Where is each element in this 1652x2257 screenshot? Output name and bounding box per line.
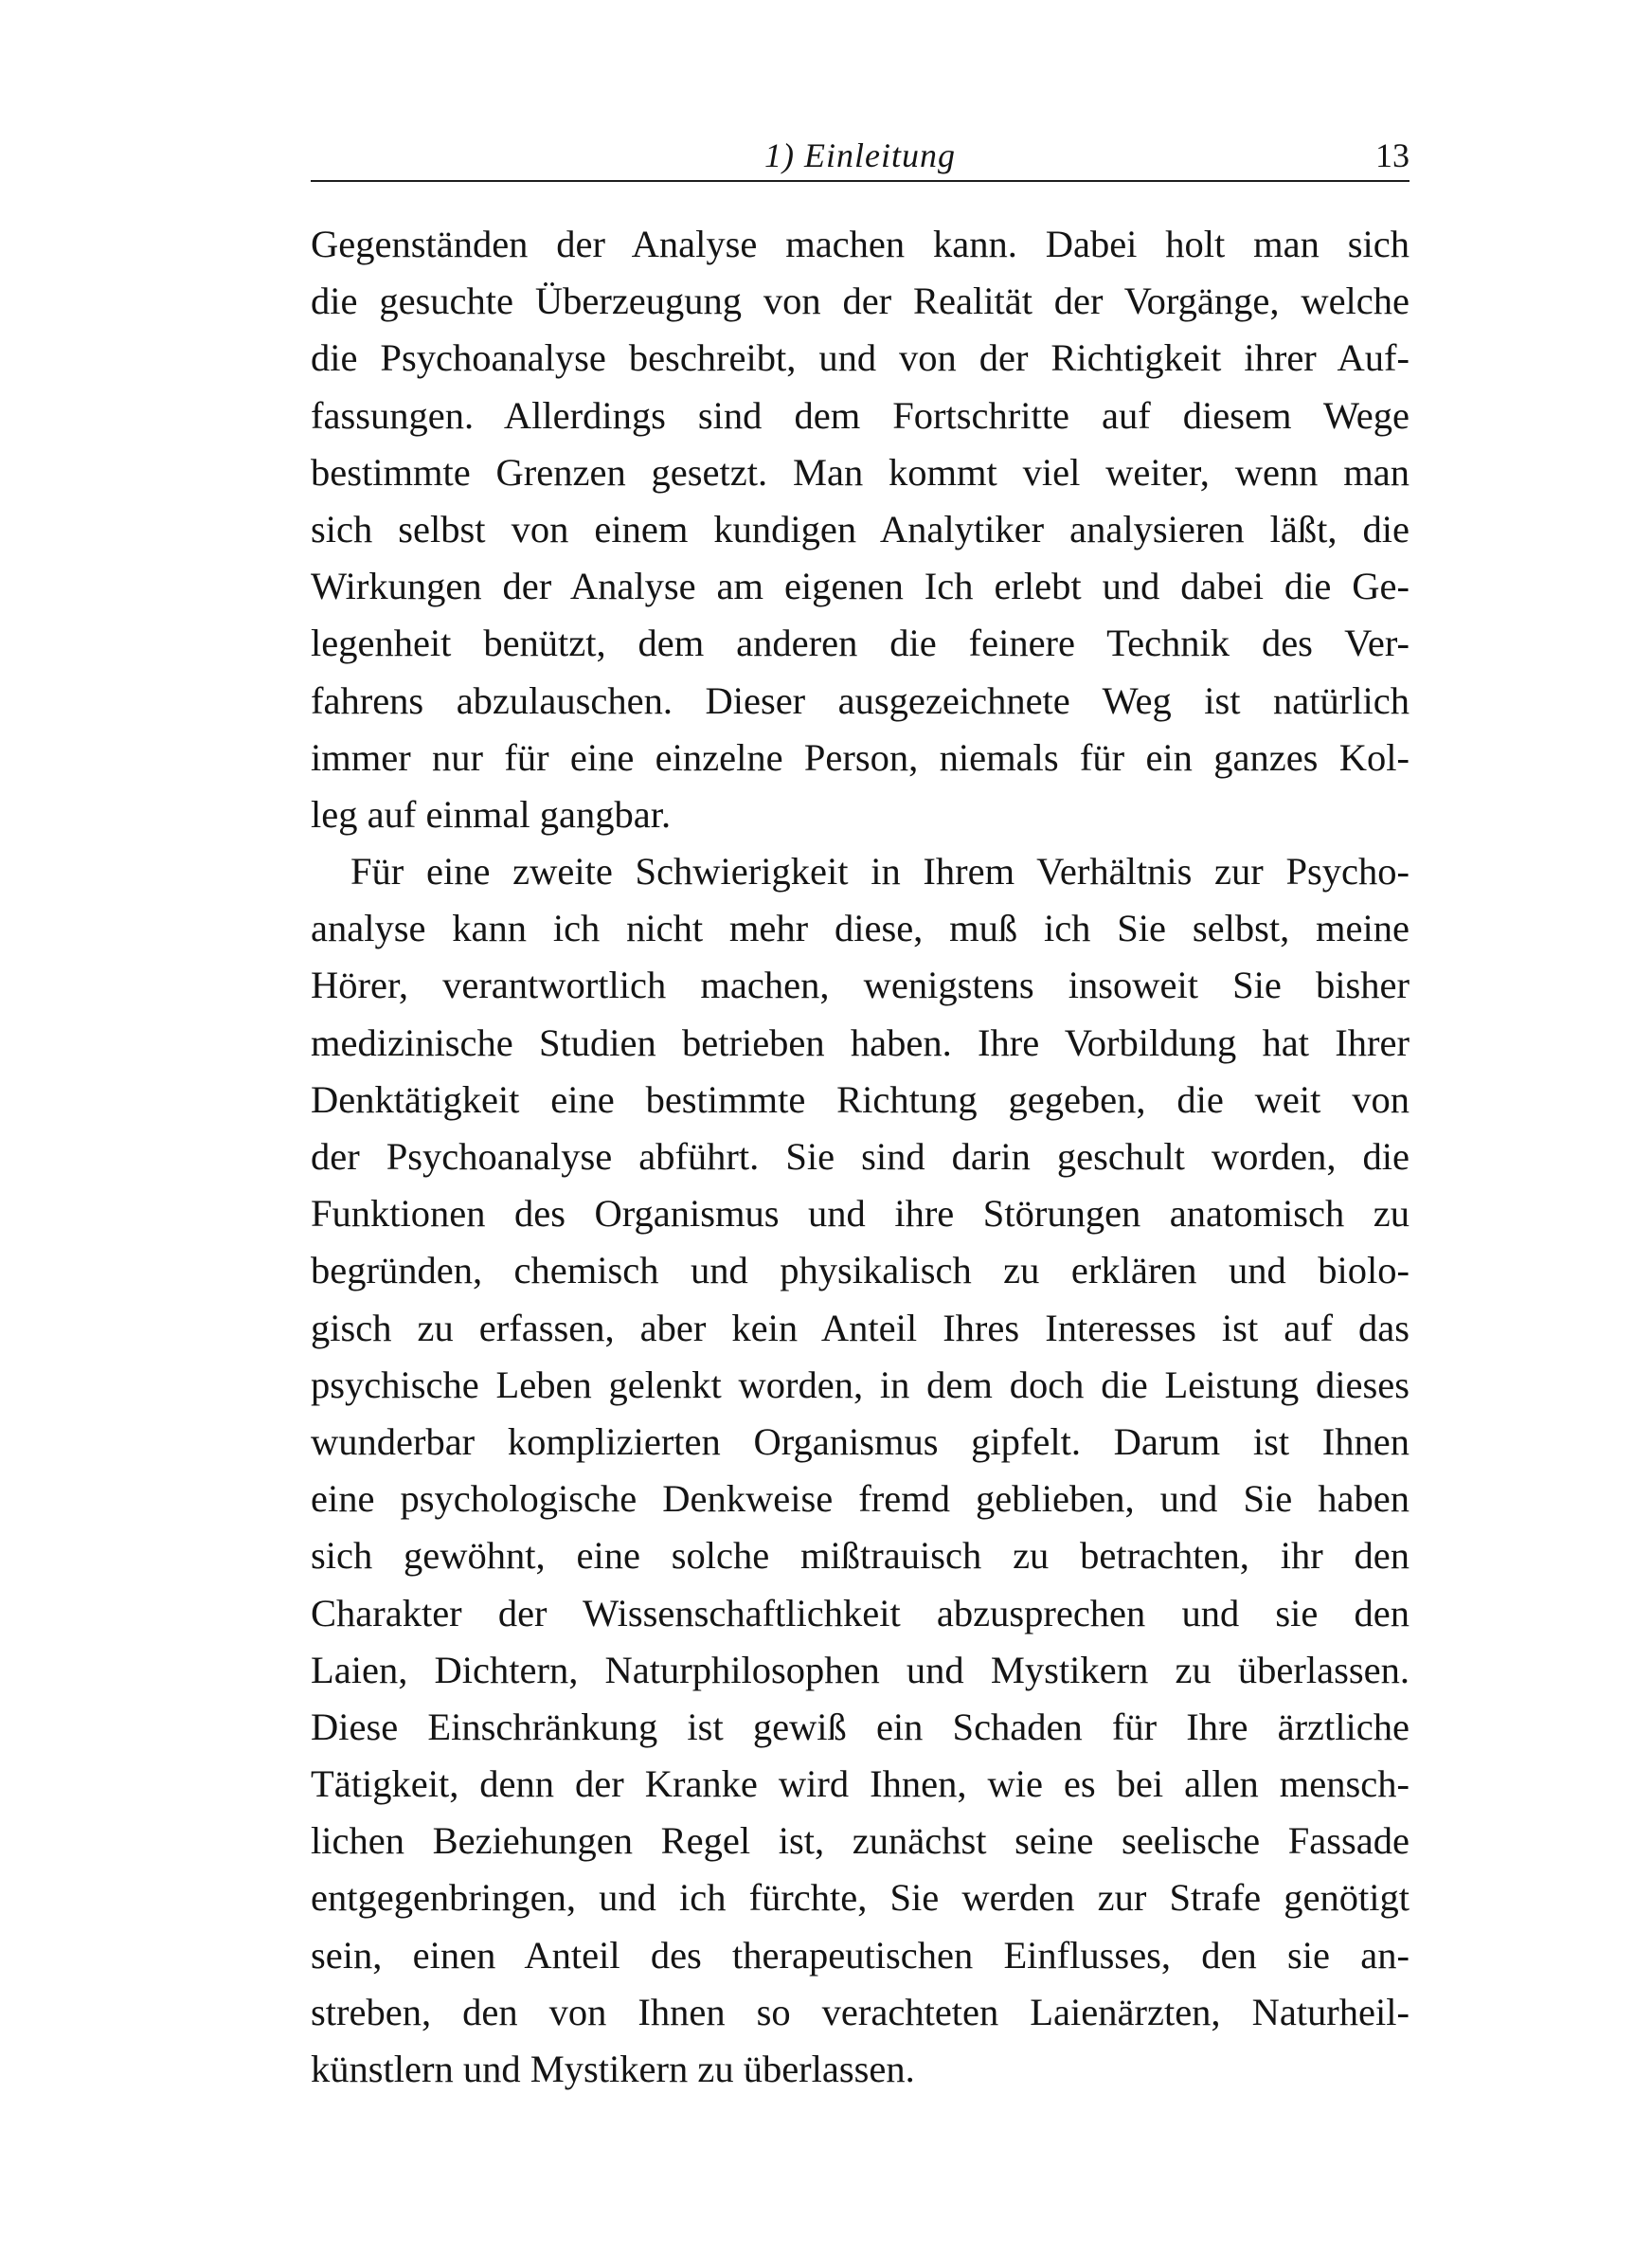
text-line: der Psychoanalyse abführt. Sie sind darin geschult worden, die	[311, 1135, 1410, 1178]
text-line: Gegenständen der Analyse machen kann. Dabei holt man sich	[311, 223, 1410, 265]
text-line: lichen Beziehungen Regel ist, zunächst seine seelische Fassade	[311, 1819, 1410, 1863]
text-line: Wirkungen der Analyse am eigenen Ich erlebt und dabei die Ge-	[311, 565, 1410, 608]
text-line: bestimmte Grenzen gesetzt. Man kommt viel weiter, wenn man	[311, 450, 1410, 494]
body-text	[311, 216, 1410, 2098]
text-line: Funktionen des Organismus und ihre Störungen anatomisch zu	[311, 1192, 1410, 1236]
text-line: gisch zu erfassen, aber kein Anteil Ihres Interesses ist auf das	[311, 1306, 1410, 1349]
running-title: 1) Einleitung	[764, 136, 956, 174]
text-line: streben, den von Ihnen so verachteten Laienärzten, Naturheil-	[311, 1990, 1410, 2033]
text-line: analyse kann ich nicht mehr diese, muß ich Sie selbst, meine	[311, 907, 1410, 950]
text-line: Diese Einschränkung ist gewiß ein Schaden für Ihre ärztliche	[311, 1705, 1410, 1748]
text-line: Laien, Dichtern, Naturphilosophen und Mystikern zu überlassen.	[311, 1648, 1410, 1691]
page-number: 13	[1375, 136, 1410, 174]
paragraph-2	[311, 843, 1410, 2098]
text-line: eine psychologische Denkweise fremd geblieben, und Sie haben	[311, 1477, 1410, 1521]
text-line: fahrens abzulauschen. Dieser ausgezeichnete Weg ist natürlich	[311, 678, 1410, 722]
text-line: begründen, chemisch und physikalisch zu erklären und biolo-	[311, 1249, 1410, 1292]
text-line: Tätigkeit, denn der Kranke wird Ihnen, wie es bei allen mensch-	[311, 1762, 1410, 1806]
text-line: Denktätigkeit eine bestimmte Richtung gegeben, die weit von	[311, 1077, 1410, 1121]
text-line: entgegenbringen, und ich fürchte, Sie werden zur Strafe genötigt	[311, 1876, 1410, 1920]
text-line: leg auf einmal gangbar.	[311, 792, 672, 836]
text-line: sein, einen Anteil des therapeutischen Einflusses, den sie an-	[311, 1933, 1410, 1977]
running-head	[311, 135, 1410, 184]
text-line: wunderbar komplizierten Organismus gipfelt. Darum ist Ihnen	[311, 1419, 1410, 1463]
text-line: Für eine zweite Schwierigkeit in Ihrem Verhältnis zur Psycho-	[350, 850, 1410, 894]
text-line: psychische Leben gelenkt worden, in dem doch die Leistung dieses	[311, 1363, 1410, 1406]
text-line: sich selbst von einem kundigen Analytiker analysieren läßt, die	[311, 507, 1410, 551]
text-line: künstlern und Mystikern zu überlassen.	[311, 2048, 915, 2090]
text-line: Charakter der Wissenschaftlichkeit abzusprechen und sie den	[311, 1591, 1410, 1634]
text-line: legenheit benützt, dem anderen die feinere Technik des Ver-	[311, 622, 1410, 665]
header-rule	[311, 180, 1410, 182]
paragraph-1	[311, 216, 1410, 843]
text-line: immer nur für eine einzelne Person, niemals für ein ganzes Kol-	[311, 735, 1410, 779]
text-line: Hörer, verantwortlich machen, wenigstens insoweit Sie bisher	[311, 964, 1410, 1007]
text-line: die gesuchte Überzeugung von der Realität der Vorgänge, welche	[311, 280, 1410, 323]
text-line: medizinische Studien betrieben haben. Ihre Vorbildung hat Ihrer	[311, 1020, 1410, 1064]
text-line: sich gewöhnt, eine solche mißtrauisch zu betrachten, ihr den	[311, 1534, 1410, 1578]
text-line: die Psychoanalyse beschreibt, und von der Richtigkeit ihrer Auf-	[311, 336, 1410, 380]
text-line: fassungen. Allerdings sind dem Fortschritte auf diesem Wege	[311, 393, 1410, 437]
